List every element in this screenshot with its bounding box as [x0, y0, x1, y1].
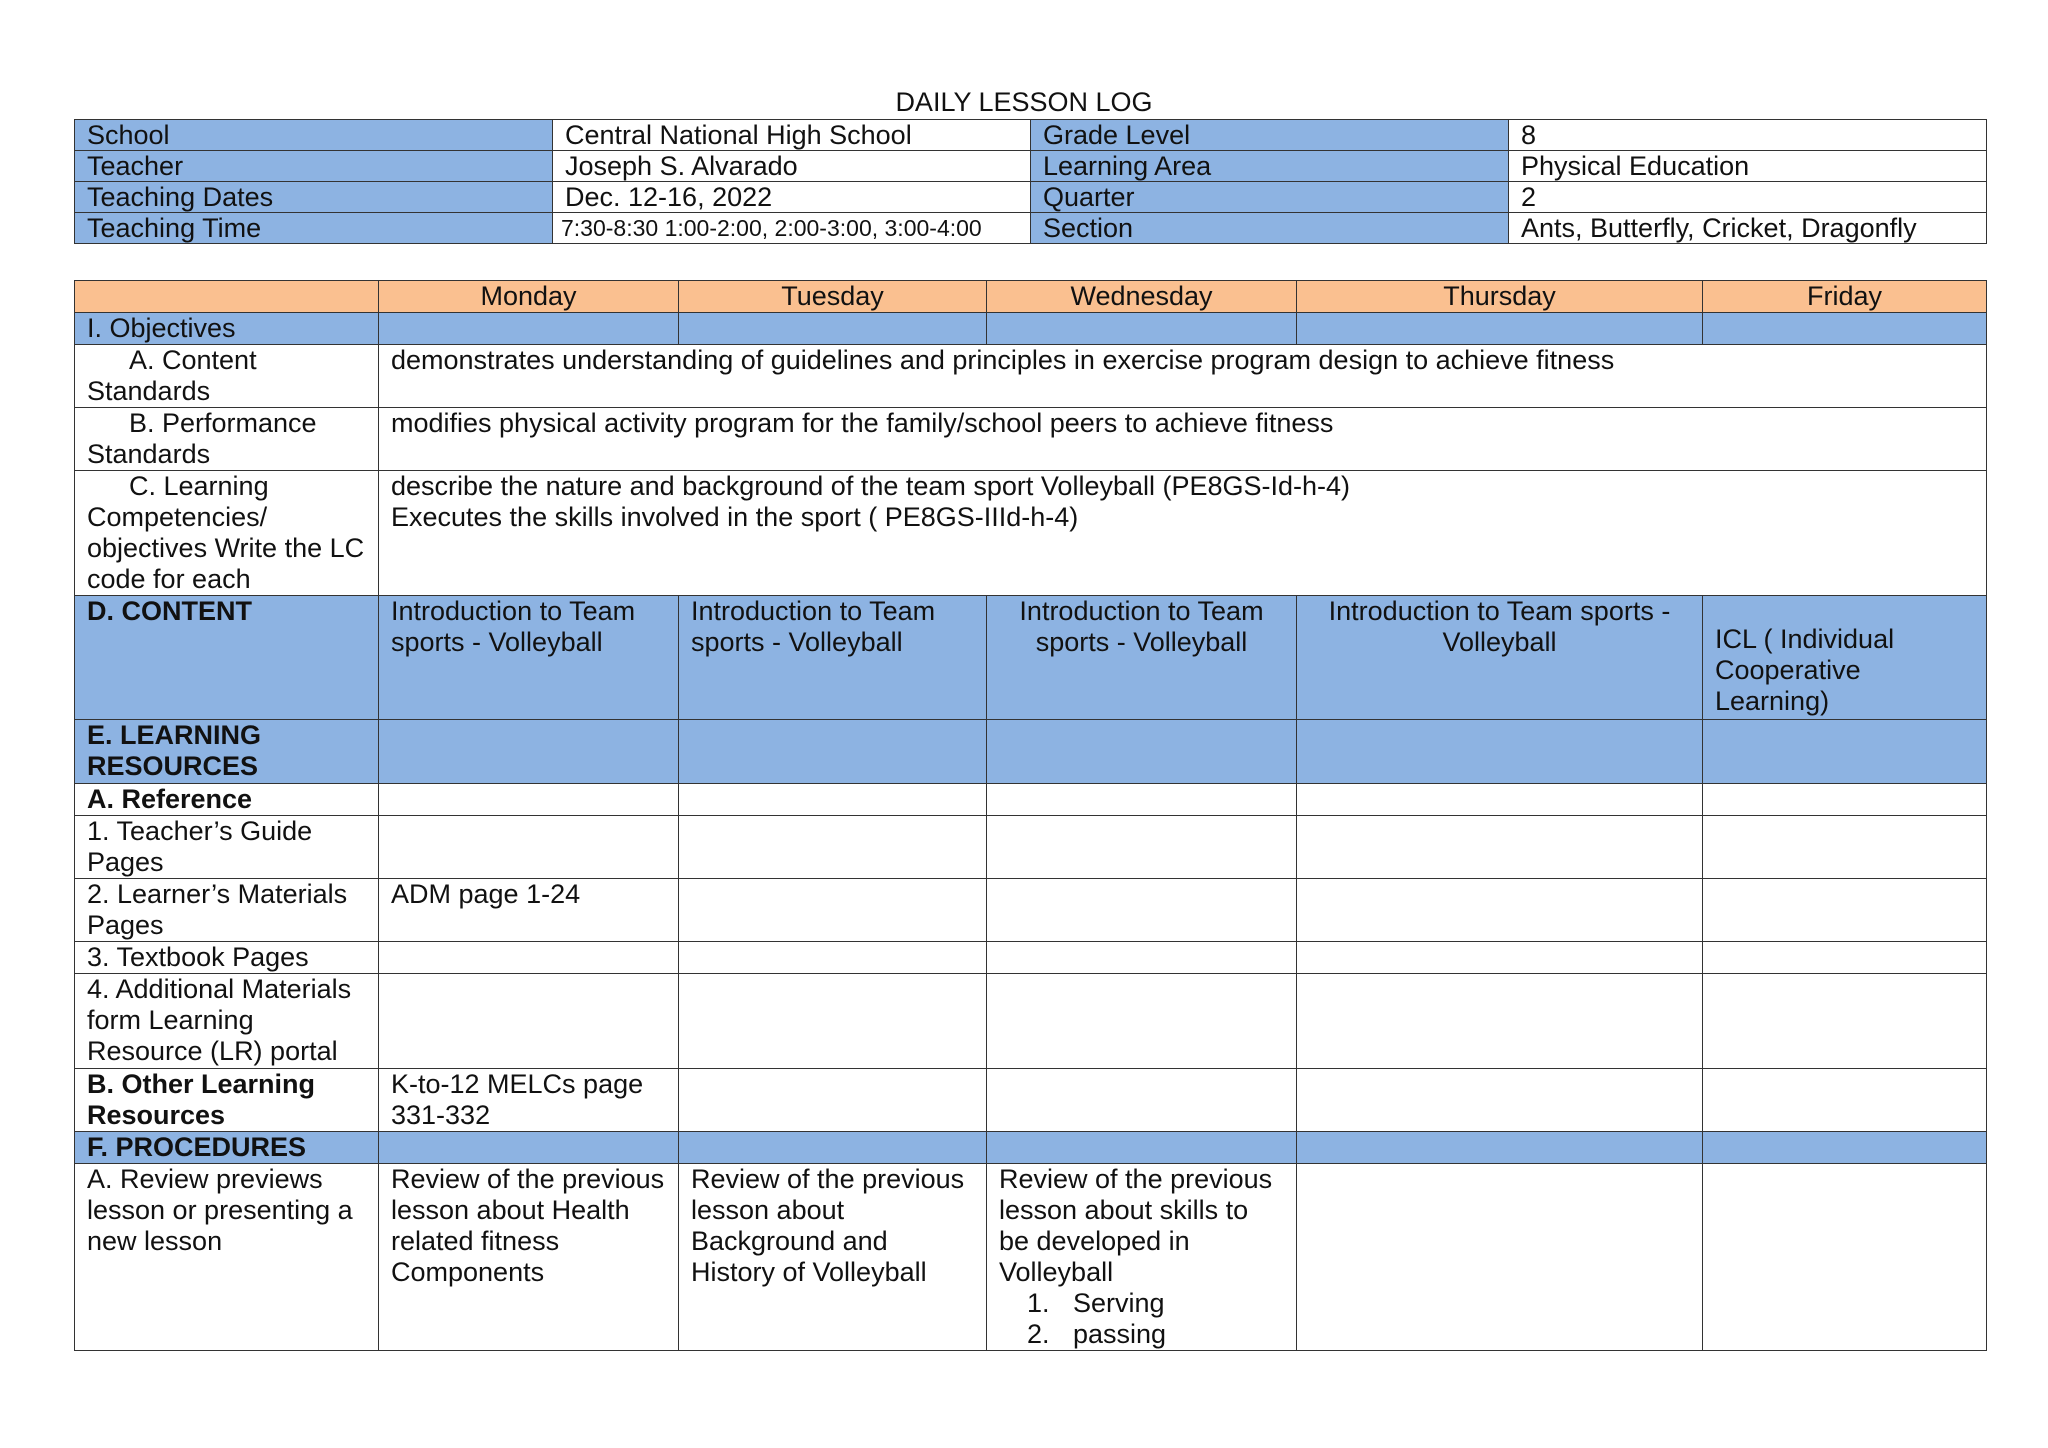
info-row-teacher: [75, 151, 1987, 182]
content-tuesday: Introduction to Team sports - Volleyball: [679, 596, 987, 720]
grade-label: Grade Level: [1031, 120, 1509, 151]
competencies-label: C. Learning Competencies/ objectives Write the LC code for each: [75, 471, 379, 596]
review-row: [75, 1164, 1987, 1351]
quarter-value: 2: [1509, 182, 1987, 213]
day-header-wednesday: Wednesday: [987, 281, 1297, 313]
list-item: 2. passing: [1057, 1319, 1284, 1350]
teachers-guide-row: [75, 816, 1987, 879]
objectives-row: [75, 313, 1987, 345]
grade-value: 8: [1509, 120, 1987, 151]
time-value: 7:30-8:30 1:00-2:00, 2:00-3:00, 3:00-4:00: [553, 213, 1031, 244]
review-monday: Review of the previous lesson about Health related fitness Components: [379, 1164, 679, 1351]
school-label: School: [75, 120, 553, 151]
list-item: 1. Serving: [1057, 1288, 1284, 1319]
reference-row: [75, 784, 1987, 816]
teacher-value: Joseph S. Alvarado: [553, 151, 1031, 182]
other-resources-row: [75, 1069, 1987, 1132]
day-header-friday: Friday: [1703, 281, 1987, 313]
content-label: D. CONTENT: [75, 596, 379, 720]
procedures-label: F. PROCEDURES: [75, 1132, 379, 1164]
additional-materials-row: [75, 974, 1987, 1069]
learning-resources-label: E. LEARNING RESOURCES: [75, 720, 379, 784]
reference-label: A. Reference: [75, 784, 379, 816]
review-wednesday-list: [999, 1288, 1284, 1350]
review-label: A. Review previews lesson or presenting a new lesson: [75, 1164, 379, 1351]
other-resources-label: B. Other Learning Resources: [75, 1069, 379, 1132]
school-value: Central National High School: [553, 120, 1031, 151]
content-standards-row: [75, 345, 1987, 408]
day-header-tuesday: Tuesday: [679, 281, 987, 313]
info-row-time: [75, 213, 1987, 244]
learners-materials-monday: ADM page 1-24: [379, 879, 679, 942]
quarter-label: Quarter: [1031, 182, 1509, 213]
review-wednesday: [987, 1164, 1297, 1351]
textbook-row: [75, 942, 1987, 974]
learners-materials-row: [75, 879, 1987, 942]
content-row: [75, 596, 1987, 720]
info-row-dates: [75, 182, 1987, 213]
document-title: DAILY LESSON LOG: [895, 87, 1153, 117]
performance-standards-value: modifies physical activity program for the family/school peers to achieve fitness: [379, 408, 1987, 471]
learning-resources-row: [75, 720, 1987, 784]
time-label: Teaching Time: [75, 213, 553, 244]
competencies-value: [379, 471, 1987, 596]
performance-standards-row: [75, 408, 1987, 471]
competencies-row: [75, 471, 1987, 596]
content-wednesday: Introduction to Team sports - Volleyball: [987, 596, 1297, 720]
day-header-thursday: Thursday: [1297, 281, 1703, 313]
content-friday: ICL ( Individual Cooperative Learning): [1703, 596, 1987, 720]
review-wednesday-text: Review of the previous lesson about skills to be developed in Volleyball: [999, 1164, 1273, 1287]
teachers-guide-label: 1. Teacher’s Guide Pages: [75, 816, 379, 879]
header-blank: [75, 281, 379, 313]
area-value: Physical Education: [1509, 151, 1987, 182]
competency-line-2: Executes the skills involved in the sport ( PE8GS-IIId-h-4): [391, 502, 1079, 532]
objectives-label: I. Objectives: [75, 313, 379, 345]
dates-value: Dec. 12-16, 2022: [553, 182, 1031, 213]
competency-line-1: describe the nature and background of the team sport Volleyball (PE8GS-Id-h-4): [391, 471, 1351, 501]
section-value: Ants, Butterfly, Cricket, Dragonfly: [1509, 213, 1987, 244]
info-row-school: [75, 120, 1987, 151]
content-standards-value: demonstrates understanding of guidelines and principles in exercise program design to achieve fitness: [379, 345, 1987, 408]
procedures-row: [75, 1132, 1987, 1164]
learners-materials-label: 2. Learner’s Materials Pages: [75, 879, 379, 942]
content-standards-label: A. Content Standards: [75, 345, 379, 408]
other-resources-monday: K-to-12 MELCs page 331-332: [379, 1069, 679, 1132]
textbook-label: 3. Textbook Pages: [75, 942, 379, 974]
area-label: Learning Area: [1031, 151, 1509, 182]
day-header-monday: Monday: [379, 281, 679, 313]
section-label: Section: [1031, 213, 1509, 244]
review-tuesday: Review of the previous lesson about Background and History of Volleyball: [679, 1164, 987, 1351]
dates-label: Teaching Dates: [75, 182, 553, 213]
lesson-log-table: [74, 280, 1987, 1351]
info-table: [74, 119, 1987, 244]
additional-materials-label: 4. Additional Materials form Learning Resource (LR) portal: [75, 974, 379, 1069]
performance-standards-label: B. Performance Standards: [75, 408, 379, 471]
days-header-row: [75, 281, 1987, 313]
content-monday: Introduction to Team sports - Volleyball: [379, 596, 679, 720]
content-thursday: Introduction to Team sports - Volleyball: [1297, 596, 1703, 720]
teacher-label: Teacher: [75, 151, 553, 182]
